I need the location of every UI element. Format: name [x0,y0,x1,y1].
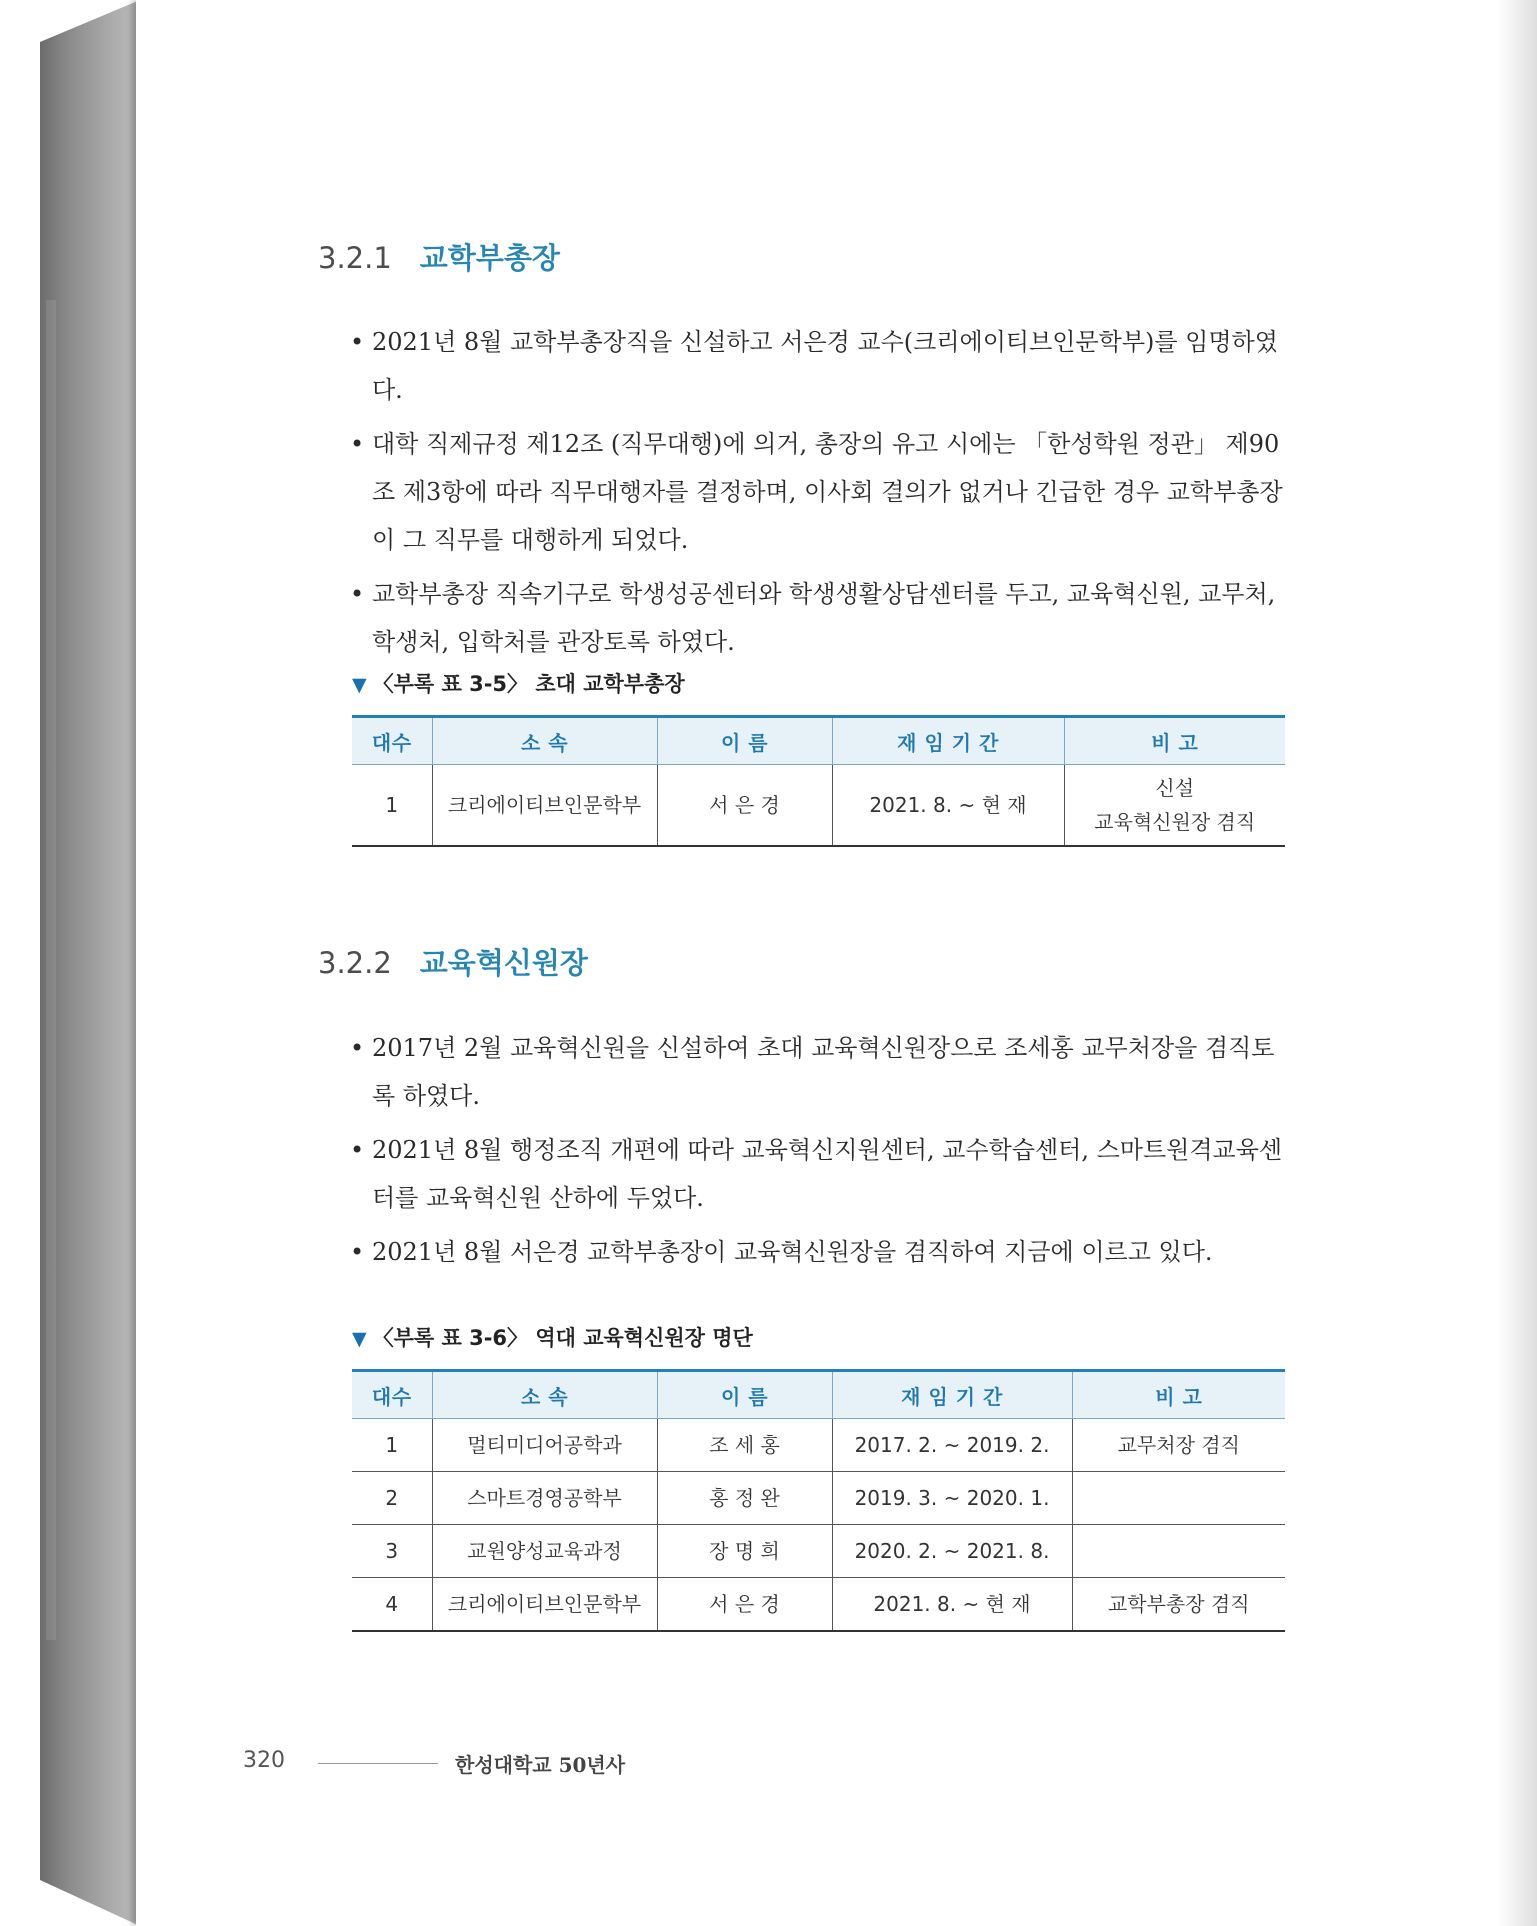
note-line: 신설 [1155,776,1195,800]
cell-name: 조 세 홍 [657,1419,832,1472]
table-3-5 [352,715,1285,847]
col-header: 비 고 [1064,717,1285,765]
triangle-down-icon: ▼ [352,674,367,696]
table-caption-text: 〈부록 표 3-6〉 역대 교육혁신원장 명단 [372,1326,753,1350]
cell-name: 홍 정 완 [657,1472,832,1525]
cell-name: 서 은 경 [657,1578,832,1632]
bullet-item: • 2017년 2월 교육혁신원을 신설하여 초대 교육혁신원장으로 조세홍 교무처장을 겸직토록 하였다. [350,1024,1285,1120]
cell-term: 2017. 2. ~ 2019. 2. [832,1419,1072,1472]
table-row [352,1472,1285,1525]
table-row [352,1578,1285,1632]
page-number: 320 [243,1748,285,1773]
cell-term: 2021. 8. ~ 현 재 [832,765,1064,847]
page-shadow [1497,0,1537,1926]
cell-note [1072,1472,1285,1525]
cell-term: 2019. 3. ~ 2020. 1. [832,1472,1072,1525]
cell-note [1072,1525,1285,1578]
table-caption [352,668,685,698]
cell-term: 2020. 2. ~ 2021. 8. [832,1525,1072,1578]
section-number: 3.2.1 [318,241,392,275]
running-footer-title: 한성대학교 50년사 [455,1753,626,1777]
section2-bullet-list [350,1024,1285,1282]
cell-no: 1 [352,765,432,847]
cell-no: 3 [352,1525,432,1578]
col-header: 재 임 기 간 [832,717,1064,765]
table-row [352,1419,1285,1472]
cell-dept: 멀티미디어공학과 [432,1419,657,1472]
cell-note: 교학부총장 겸직 [1072,1578,1285,1632]
section-title: 교육혁신원장 [419,946,588,980]
table-row [352,1525,1285,1578]
col-header: 소 속 [432,1371,657,1419]
triangle-down-icon: ▼ [352,1328,367,1350]
table-header-row [352,717,1285,765]
cell-name: 장 명 희 [657,1525,832,1578]
bullet-item: • 2021년 8월 교학부총장직을 신설하고 서은경 교수(크리에이티브인문학부)를 임명하였다. [350,318,1285,414]
col-header: 대수 [352,1371,432,1419]
table-header-row [352,1371,1285,1419]
section1-bullet-list [350,318,1285,672]
bullet-item: • 2021년 8월 행정조직 개편에 따라 교육혁신지원센터, 교수학습센터, 스마트원격교육센터를 교육혁신원 산하에 두었다. [350,1126,1285,1222]
cell-name: 서 은 경 [657,765,832,847]
bullet-item: • 대학 직제규정 제12조 (직무대행)에 의거, 총장의 유고 시에는 「한성학원 정관」 제90조 제3항에 따라 직무대행자를 결정하며, 이사회 결의가 없거나 긴급한 경우 교학부총장이 그 직무를 대행하게 되었다. [350,420,1285,564]
note-line: 교육혁신원장 겸직 [1094,810,1256,834]
section-heading-3-2-2 [318,941,588,982]
col-header: 이 름 [657,1371,832,1419]
col-header: 소 속 [432,717,657,765]
table-caption [352,1322,753,1352]
cell-no: 4 [352,1578,432,1632]
cell-dept: 크리에이티브인문학부 [432,765,657,847]
cell-note [1064,765,1285,847]
col-header: 대수 [352,717,432,765]
table-3-6 [352,1369,1285,1632]
cell-no: 2 [352,1472,432,1525]
cell-dept: 크리에이티브인문학부 [432,1578,657,1632]
section-number: 3.2.2 [318,946,392,980]
section-heading-3-2-1 [318,236,560,277]
table-row [352,765,1285,847]
book-spine-edge [40,0,140,1926]
col-header: 이 름 [657,717,832,765]
bullet-item: • 교학부총장 직속기구로 학생성공센터와 학생생활상담센터를 두고, 교육혁신원, 교무처, 학생처, 입학처를 관장토록 하였다. [350,570,1285,666]
cell-dept: 스마트경영공학부 [432,1472,657,1525]
cell-no: 1 [352,1419,432,1472]
footer-divider [318,1763,438,1764]
bullet-item: • 2021년 8월 서은경 교학부총장이 교육혁신원장을 겸직하여 지금에 이르고 있다. [350,1228,1285,1276]
section-title: 교학부총장 [419,241,560,275]
table-caption-text: 〈부록 표 3-5〉 초대 교학부총장 [372,672,685,696]
cell-term: 2021. 8. ~ 현 재 [832,1578,1072,1632]
col-header: 비 고 [1072,1371,1285,1419]
cell-note: 교무처장 겸직 [1072,1419,1285,1472]
cell-dept: 교원양성교육과정 [432,1525,657,1578]
col-header: 재 임 기 간 [832,1371,1072,1419]
